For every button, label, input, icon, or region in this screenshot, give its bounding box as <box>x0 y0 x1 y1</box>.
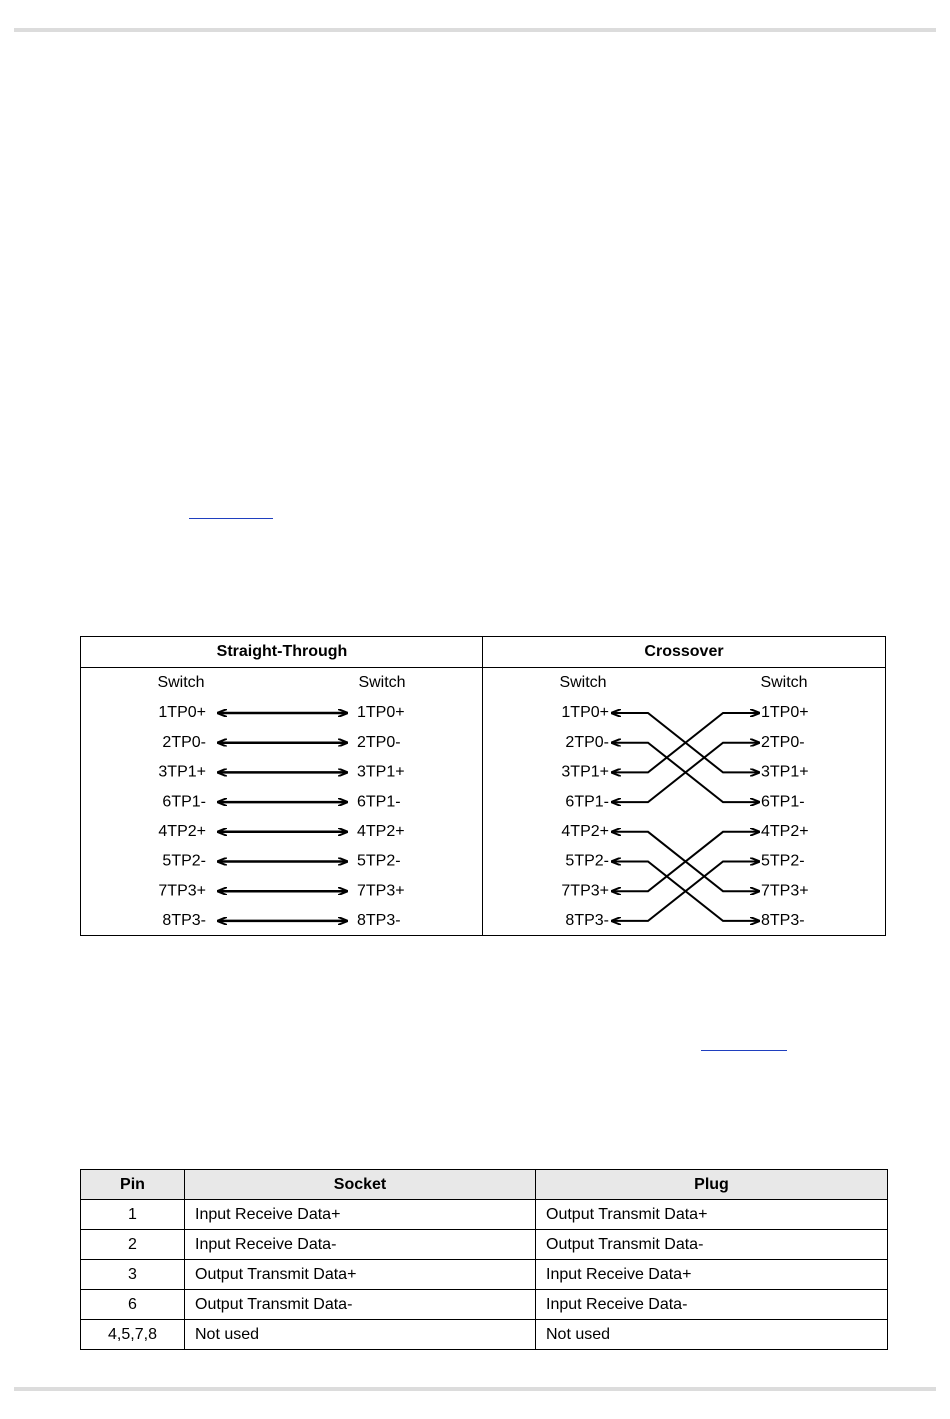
straight-left-pin-label: 2TP0- <box>162 733 206 751</box>
crossover-left-pin-label: 2TP0- <box>565 733 609 751</box>
crossover-left-pin-label: 7TP3+ <box>561 882 609 900</box>
crossover-left-pin-label: 8TP3- <box>565 912 609 930</box>
crossover-right-pin-label: 5TP2- <box>761 852 805 870</box>
straight-left-pin-label: 7TP3+ <box>158 882 206 900</box>
straight-right-pin-label: 6TP1- <box>357 793 401 811</box>
socket-cell: Not used <box>185 1320 536 1350</box>
straight-right-pin-label: 1TP0+ <box>357 704 405 722</box>
crossover-left-pin-label: 5TP2- <box>565 852 609 870</box>
plug-cell: Output Transmit Data+ <box>536 1200 888 1230</box>
plug-column-header: Plug <box>536 1170 888 1200</box>
crossover-header: Crossover <box>644 643 724 660</box>
table-row <box>81 1200 888 1230</box>
crossover-right-pin-label: 3TP1+ <box>761 763 809 781</box>
socket-column-header: Socket <box>185 1170 536 1200</box>
pin-cell: 1 <box>81 1200 185 1230</box>
pin-cell: 6 <box>81 1290 185 1320</box>
straight-left-pin-label: 1TP0+ <box>158 704 206 722</box>
crossover-left-device-label: Switch <box>559 674 607 692</box>
crossover-right-pin-label: 4TP2+ <box>761 823 809 841</box>
table-row <box>81 1230 888 1260</box>
pin-assignment-table <box>80 1169 888 1350</box>
plug-cell: Not used <box>536 1320 888 1350</box>
pin-cell: 4,5,7,8 <box>81 1320 185 1350</box>
crossover-right-pin-label: 6TP1- <box>761 793 805 811</box>
socket-cell: Output Transmit Data+ <box>185 1260 536 1290</box>
straight-left-pin-label: 8TP3- <box>162 912 206 930</box>
plug-cell: Input Receive Data- <box>536 1290 888 1320</box>
crossover-left-pin-label: 4TP2+ <box>561 823 609 841</box>
straight-right-pin-label: 8TP3- <box>357 912 401 930</box>
straight-right-pin-label: 7TP3+ <box>357 882 405 900</box>
socket-cell: Output Transmit Data- <box>185 1290 536 1320</box>
plug-cell: Input Receive Data+ <box>536 1260 888 1290</box>
crossover-right-pin-label: 8TP3- <box>761 912 805 930</box>
crossover-right-pin-label: 7TP3+ <box>761 882 809 900</box>
wiring-diagram <box>81 637 885 935</box>
crossover-right-pin-label: 1TP0+ <box>761 704 809 722</box>
footer-rule <box>14 1387 936 1391</box>
crossover-left-pin-label: 1TP0+ <box>561 704 609 722</box>
cross-reference-link[interactable] <box>189 518 273 519</box>
socket-cell: Input Receive Data- <box>185 1230 536 1260</box>
straight-right-device-label: Switch <box>358 674 406 692</box>
straight-through-header: Straight-Through <box>216 643 348 660</box>
straight-right-pin-label: 4TP2+ <box>357 823 405 841</box>
table-row <box>81 1290 888 1320</box>
table-row <box>81 1260 888 1290</box>
straight-right-pin-label: 2TP0- <box>357 733 401 751</box>
straight-right-pin-label: 5TP2- <box>357 852 401 870</box>
straight-left-device-label: Switch <box>157 674 205 692</box>
crossover-left-pin-label: 6TP1- <box>565 793 609 811</box>
socket-cell: Input Receive Data+ <box>185 1200 536 1230</box>
straight-left-pin-label: 5TP2- <box>162 852 206 870</box>
pin-column-header: Pin <box>81 1170 185 1200</box>
table-row <box>81 1320 888 1350</box>
header-rule <box>14 28 936 32</box>
plug-cell: Output Transmit Data- <box>536 1230 888 1260</box>
straight-left-pin-label: 3TP1+ <box>158 763 206 781</box>
straight-right-pin-label: 3TP1+ <box>357 763 405 781</box>
crossover-right-pin-label: 2TP0- <box>761 733 805 751</box>
straight-left-pin-label: 6TP1- <box>162 793 206 811</box>
pin-cell: 3 <box>81 1260 185 1290</box>
straight-left-pin-label: 4TP2+ <box>158 823 206 841</box>
wiring-diagram-table <box>80 636 886 936</box>
table-header-row <box>81 1170 888 1200</box>
crossover-right-device-label: Switch <box>760 674 808 692</box>
cross-reference-link[interactable] <box>701 1050 787 1051</box>
crossover-left-pin-label: 3TP1+ <box>561 763 609 781</box>
pin-cell: 2 <box>81 1230 185 1260</box>
